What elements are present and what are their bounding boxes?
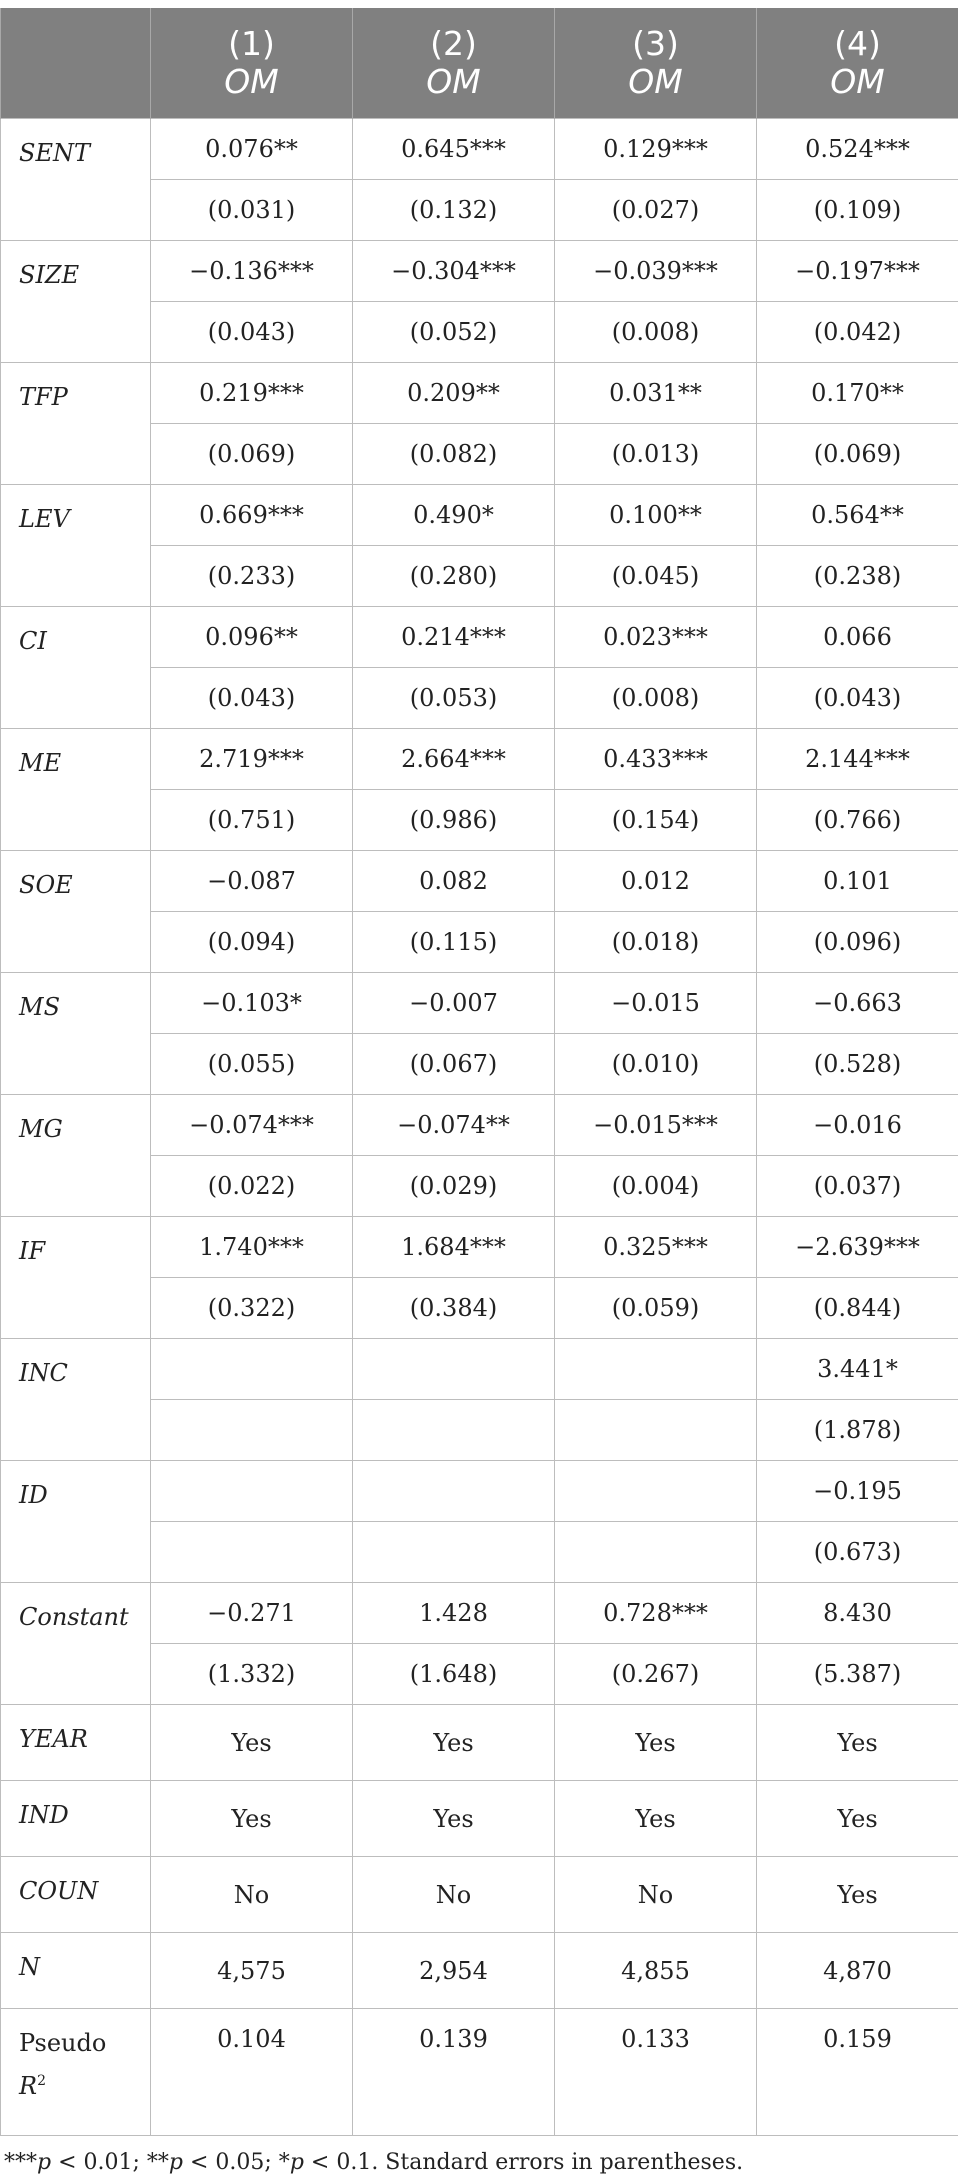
- variable-label: MS: [1, 973, 151, 1095]
- footnote-p: p: [37, 2150, 51, 2175]
- control-cell: Yes: [757, 1781, 958, 1857]
- control-cell: No: [353, 1857, 555, 1933]
- coef-row-constant: [1, 1583, 958, 1644]
- stat-cell: 0.159: [757, 2009, 958, 2136]
- se-cell: (0.022): [151, 1156, 353, 1217]
- se-cell: [151, 1400, 353, 1461]
- se-cell: (0.094): [151, 912, 353, 973]
- coef-cell: 0.031**: [555, 363, 757, 424]
- coef-cell: [151, 1461, 353, 1522]
- se-cell: (5.387): [757, 1644, 958, 1705]
- footnote-text: < 0.1. Standard errors in parentheses.: [304, 2150, 743, 2175]
- variable-label: TFP: [1, 363, 151, 485]
- se-cell: [353, 1522, 555, 1583]
- se-cell: (0.132): [353, 180, 555, 241]
- superscript-2: 2: [37, 2073, 46, 2089]
- dependent-variable: OM: [353, 63, 554, 101]
- coef-cell: 8.430: [757, 1583, 958, 1644]
- coef-cell: [353, 1339, 555, 1400]
- variable-label: CI: [1, 607, 151, 729]
- regression-table-container: [0, 8, 958, 2175]
- header-col-4: [757, 8, 958, 119]
- table-footnote: [4, 2150, 958, 2175]
- coef-cell: 0.325***: [555, 1217, 757, 1278]
- coef-cell: −0.197***: [757, 241, 958, 302]
- coef-cell: −0.304***: [353, 241, 555, 302]
- coef-cell: 2.664***: [353, 729, 555, 790]
- stat-cell: 0.133: [555, 2009, 757, 2136]
- stat-cell: 2,954: [353, 1933, 555, 2009]
- dependent-variable: OM: [555, 63, 756, 101]
- control-cell: Yes: [353, 1705, 555, 1781]
- se-cell: (0.052): [353, 302, 555, 363]
- se-cell: (0.096): [757, 912, 958, 973]
- coef-row-ms: [1, 973, 958, 1034]
- coef-cell: [555, 1339, 757, 1400]
- regression-table: [0, 8, 958, 2136]
- se-cell: (0.043): [757, 668, 958, 729]
- se-cell: [151, 1522, 353, 1583]
- se-cell: (0.238): [757, 546, 958, 607]
- header-col-1: [151, 8, 353, 119]
- se-cell: (0.384): [353, 1278, 555, 1339]
- footnote-p: p: [169, 2150, 183, 2175]
- coef-cell: −0.271: [151, 1583, 353, 1644]
- coef-cell: 0.214***: [353, 607, 555, 668]
- se-cell: [555, 1522, 757, 1583]
- se-cell: (0.751): [151, 790, 353, 851]
- se-cell: (0.986): [353, 790, 555, 851]
- coef-cell: 1.740***: [151, 1217, 353, 1278]
- variable-label: ME: [1, 729, 151, 851]
- stat-cell: 4,855: [555, 1933, 757, 2009]
- se-cell: (0.280): [353, 546, 555, 607]
- footnote-stars: ***: [4, 2150, 37, 2175]
- coef-cell: 0.433***: [555, 729, 757, 790]
- se-cell: (0.008): [555, 668, 757, 729]
- se-cell: (0.042): [757, 302, 958, 363]
- control-cell: Yes: [555, 1705, 757, 1781]
- coef-row-sent: [1, 119, 958, 180]
- se-cell: [555, 1400, 757, 1461]
- col-number: (2): [430, 24, 477, 63]
- se-cell: (0.115): [353, 912, 555, 973]
- se-cell: (0.043): [151, 668, 353, 729]
- coef-cell: 0.101: [757, 851, 958, 912]
- control-cell: Yes: [555, 1781, 757, 1857]
- se-cell: (0.043): [151, 302, 353, 363]
- se-cell: (0.069): [151, 424, 353, 485]
- se-cell: (1.332): [151, 1644, 353, 1705]
- dependent-variable: OM: [757, 63, 958, 101]
- coef-row-inc: [1, 1339, 958, 1400]
- coef-cell: −0.015: [555, 973, 757, 1034]
- coef-cell: [555, 1461, 757, 1522]
- header-col-3: [555, 8, 757, 119]
- coef-row-id: [1, 1461, 958, 1522]
- stat-cell: 4,575: [151, 1933, 353, 2009]
- se-cell: (0.766): [757, 790, 958, 851]
- control-row-ind: [1, 1781, 958, 1857]
- coef-cell: 1.684***: [353, 1217, 555, 1278]
- se-cell: (0.004): [555, 1156, 757, 1217]
- coef-cell: 0.100**: [555, 485, 757, 546]
- coef-cell: 0.096**: [151, 607, 353, 668]
- stat-label: [1, 2009, 151, 2136]
- se-cell: (0.031): [151, 180, 353, 241]
- control-row-coun: [1, 1857, 958, 1933]
- variable-label: SOE: [1, 851, 151, 973]
- coef-cell: 0.209**: [353, 363, 555, 424]
- variable-label: Constant: [1, 1583, 151, 1705]
- control-cell: Yes: [757, 1705, 958, 1781]
- se-cell: (0.528): [757, 1034, 958, 1095]
- se-cell: (0.027): [555, 180, 757, 241]
- coef-cell: [151, 1339, 353, 1400]
- se-cell: (0.233): [151, 546, 353, 607]
- se-cell: (0.322): [151, 1278, 353, 1339]
- coef-cell: 0.129***: [555, 119, 757, 180]
- coef-cell: 0.082: [353, 851, 555, 912]
- coef-cell: −0.195: [757, 1461, 958, 1522]
- r-symbol: R: [19, 2072, 37, 2100]
- coef-cell: [353, 1461, 555, 1522]
- coef-row-mg: [1, 1095, 958, 1156]
- coef-row-me: [1, 729, 958, 790]
- se-cell: (0.673): [757, 1522, 958, 1583]
- coef-cell: 0.170**: [757, 363, 958, 424]
- control-cell: Yes: [757, 1857, 958, 1933]
- control-cell: Yes: [353, 1781, 555, 1857]
- col-number: (3): [632, 24, 679, 63]
- coef-cell: 1.428: [353, 1583, 555, 1644]
- variable-label: LEV: [1, 485, 151, 607]
- header-col-2: [353, 8, 555, 119]
- control-cell: No: [151, 1857, 353, 1933]
- se-cell: [353, 1400, 555, 1461]
- coef-row-if: [1, 1217, 958, 1278]
- control-label: IND: [1, 1781, 151, 1857]
- coef-cell: 0.023***: [555, 607, 757, 668]
- control-label: COUN: [1, 1857, 151, 1933]
- variable-label: ID: [1, 1461, 151, 1583]
- coef-cell: 0.564**: [757, 485, 958, 546]
- header-corner: [1, 8, 151, 119]
- coef-row-lev: [1, 485, 958, 546]
- coef-cell: 2.144***: [757, 729, 958, 790]
- control-cell: Yes: [151, 1705, 353, 1781]
- se-cell: (0.010): [555, 1034, 757, 1095]
- se-cell: (0.267): [555, 1644, 757, 1705]
- control-label: YEAR: [1, 1705, 151, 1781]
- coef-row-soe: [1, 851, 958, 912]
- coef-cell: 0.076**: [151, 119, 353, 180]
- coef-cell: −0.663: [757, 973, 958, 1034]
- variable-label: IF: [1, 1217, 151, 1339]
- se-cell: (0.067): [353, 1034, 555, 1095]
- control-cell: Yes: [151, 1781, 353, 1857]
- coef-row-size: [1, 241, 958, 302]
- se-cell: (0.037): [757, 1156, 958, 1217]
- variable-label: MG: [1, 1095, 151, 1217]
- se-cell: (0.059): [555, 1278, 757, 1339]
- se-cell: (0.055): [151, 1034, 353, 1095]
- coef-row-tfp: [1, 363, 958, 424]
- table-header: [1, 8, 958, 119]
- col-number: (1): [228, 24, 275, 63]
- coef-cell: −0.087: [151, 851, 353, 912]
- se-cell: (0.045): [555, 546, 757, 607]
- se-cell: (0.069): [757, 424, 958, 485]
- coef-cell: −0.136***: [151, 241, 353, 302]
- coef-cell: −0.007: [353, 973, 555, 1034]
- coef-cell: 2.719***: [151, 729, 353, 790]
- control-cell: No: [555, 1857, 757, 1933]
- se-cell: (1.878): [757, 1400, 958, 1461]
- coef-cell: 0.645***: [353, 119, 555, 180]
- se-cell: (0.053): [353, 668, 555, 729]
- se-cell: (0.844): [757, 1278, 958, 1339]
- coef-cell: 0.524***: [757, 119, 958, 180]
- se-cell: (0.013): [555, 424, 757, 485]
- coef-cell: 0.669***: [151, 485, 353, 546]
- coef-cell: 3.441*: [757, 1339, 958, 1400]
- coef-cell: 0.490*: [353, 485, 555, 546]
- coef-cell: −0.074**: [353, 1095, 555, 1156]
- col-number: (4): [834, 24, 881, 63]
- se-cell: (0.082): [353, 424, 555, 485]
- footnote-p: p: [290, 2150, 304, 2175]
- se-cell: (0.029): [353, 1156, 555, 1217]
- dependent-variable: OM: [151, 63, 352, 101]
- coef-cell: 0.012: [555, 851, 757, 912]
- stat-label: N: [1, 1933, 151, 2009]
- variable-label: SIZE: [1, 241, 151, 363]
- coef-cell: 0.219***: [151, 363, 353, 424]
- se-cell: (1.648): [353, 1644, 555, 1705]
- coef-cell: 0.066: [757, 607, 958, 668]
- coef-cell: −0.016: [757, 1095, 958, 1156]
- variable-label: SENT: [1, 119, 151, 241]
- se-cell: (0.109): [757, 180, 958, 241]
- se-cell: (0.154): [555, 790, 757, 851]
- se-cell: (0.018): [555, 912, 757, 973]
- pseudo-label: Pseudo: [19, 2029, 106, 2057]
- coef-cell: −0.074***: [151, 1095, 353, 1156]
- header-row: [1, 8, 958, 119]
- coef-cell: −0.015***: [555, 1095, 757, 1156]
- footnote-text: < 0.05; *: [183, 2150, 290, 2175]
- se-cell: (0.008): [555, 302, 757, 363]
- coef-cell: −0.039***: [555, 241, 757, 302]
- coef-cell: −2.639***: [757, 1217, 958, 1278]
- stat-cell: 4,870: [757, 1933, 958, 2009]
- coef-row-ci: [1, 607, 958, 668]
- stat-cell: 0.104: [151, 2009, 353, 2136]
- control-row-year: [1, 1705, 958, 1781]
- stat-row-pseudo-r2: [1, 2009, 958, 2136]
- stat-row-n: [1, 1933, 958, 2009]
- stat-cell: 0.139: [353, 2009, 555, 2136]
- coef-cell: −0.103*: [151, 973, 353, 1034]
- footnote-text: < 0.01; **: [51, 2150, 169, 2175]
- variable-label: INC: [1, 1339, 151, 1461]
- table-body: [1, 119, 958, 2136]
- coef-cell: 0.728***: [555, 1583, 757, 1644]
